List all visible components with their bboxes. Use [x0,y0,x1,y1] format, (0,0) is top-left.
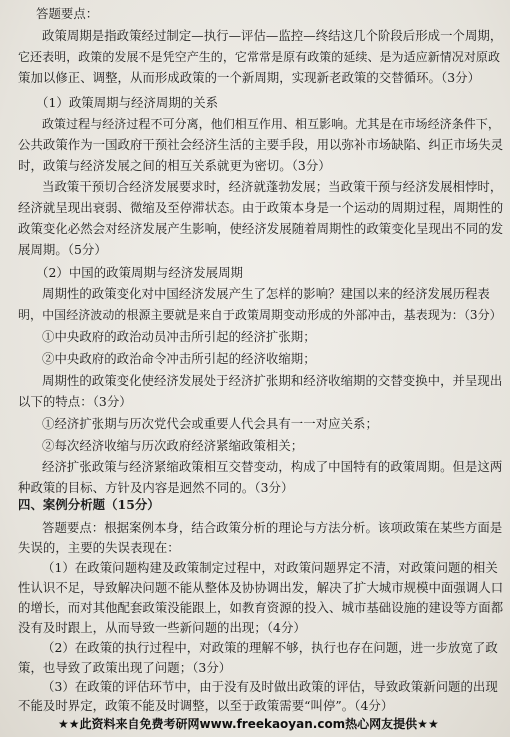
section-heading: （2）中国的政策周期与经济发展周期 [36,265,243,280]
text-line: 没有及时跟上，从而导致一些新问题的出现；（4分） [18,620,306,635]
source-watermark-footer: ★★此资料来自免费考研网www.freekaoyan.com热心网友提供★★ [58,717,439,731]
text-line: 性认识不足，导致解决问题不能从整体及协协调出发，解决了扩大城市规模中面强调人口 [18,580,504,595]
text-line: （1）在政策问题构建及政策制定过程中，对政策问题界定不清，对政策问题的相关 [42,560,498,575]
text-line: 政策过程与经济过程不可分离，他们相互作用、相互影响。尤其是在市场经济条件下， [42,117,500,131]
text-line: 不能及时界定，政策不能及时调整，以至于政策需要“叫停”。（4分） [18,698,394,713]
text-line: 以下的特点：（3分） [18,394,132,409]
text-line: 的增长，而对其他配套政策没能跟上，如教育资源的投入、城市基础设施的建设等方面都 [18,600,504,615]
text-line: 它还表明，政策的发展不是凭空产生的，它常常是原有政策的延续、是为适应新情况对原政 [18,50,501,64]
text-line: 公共政策作为一国政府干预社会经济生活的主要手段，用以弥补市场缺陷、纠正市场失灵 [18,137,504,152]
text-line: 策加以修正、调整，从而形成政策的一个新周期，实现新老政策的交替循环。（3分） [18,70,481,85]
text-line: 失误的，主要的失误表现在： [18,540,180,555]
text-line: ②中央政府的政治命令冲击所引起的经济收缩期； [42,351,316,366]
text-line: 时，政策与经济发展之间的相互关系就更为密切。（3分） [18,158,331,173]
text-line: （2）在政策的执行过程中，对政策的理解不够，执行也存在问题，进一步放宽了政 [42,640,498,655]
text-line: 展周期。（5分） [18,242,107,257]
text-line: 周期性的政策变化对中国经济发展产生了怎样的影响？建国以来的经济发展历程表 [42,286,490,301]
text-line: 答题要点：根据案例本身，结合政策分析的理论与方法分析。该项政策在某些方面是 [42,520,503,535]
text-line: （3）在政策的评估环节中，由于没有及时做出政策的评估，导致政策新问题的出现 [42,679,498,694]
text-line: 经济扩张政策与经济紧缩政策相互交替变动，构成了中国特有的政策周期。但是这两 [42,459,503,474]
section-heading: （1）政策周期与经济周期的关系 [36,95,219,110]
text-line: 种政策的目标、方针及内容是迥然不同的。（3分） [18,480,294,495]
text-line: 明，中国经济波动的根源主要就是来自于政策周期变动形成的外部冲击，基表现为：（3分） [18,308,502,322]
question-heading: 四、案例分析题（15分） [18,497,160,512]
text-line: 周期性的政策变化使经济发展处于经济扩张期和经济收缩期的交替变换中，并呈现出 [42,373,503,388]
text-line: ①中央政府的政治动员冲击所引起的经济扩张期； [42,329,316,344]
text-line: 当政策干预切合经济发展要求时，经济就蓬勃发展；当政策干预与经济发展相悖时， [42,179,503,194]
text-line: 策，也导致了政策出现了问题；（3分） [18,660,232,675]
text-line: ①经济扩张期与历次党代会或重要人代会具有一一对应关系； [42,416,378,431]
text-line: 政策变化必然会对经济发展产生影响，使经济发展随着周期性的政策变化呈现出不同的发 [18,221,504,236]
text-line: 政策周期是指政策经过制定—执行—评估—监控—终结这几个阶段后形成一个周期， [42,28,503,43]
text-line: 经济就呈现出衰弱、微缩及至停滞状态。由于政策本身是一个运动的周期过程，周期性的 [18,200,504,215]
text-line: ②每次经济收缩与历次政府经济紧缩政策相关； [42,438,304,453]
text-line: 答题要点： [36,6,99,21]
